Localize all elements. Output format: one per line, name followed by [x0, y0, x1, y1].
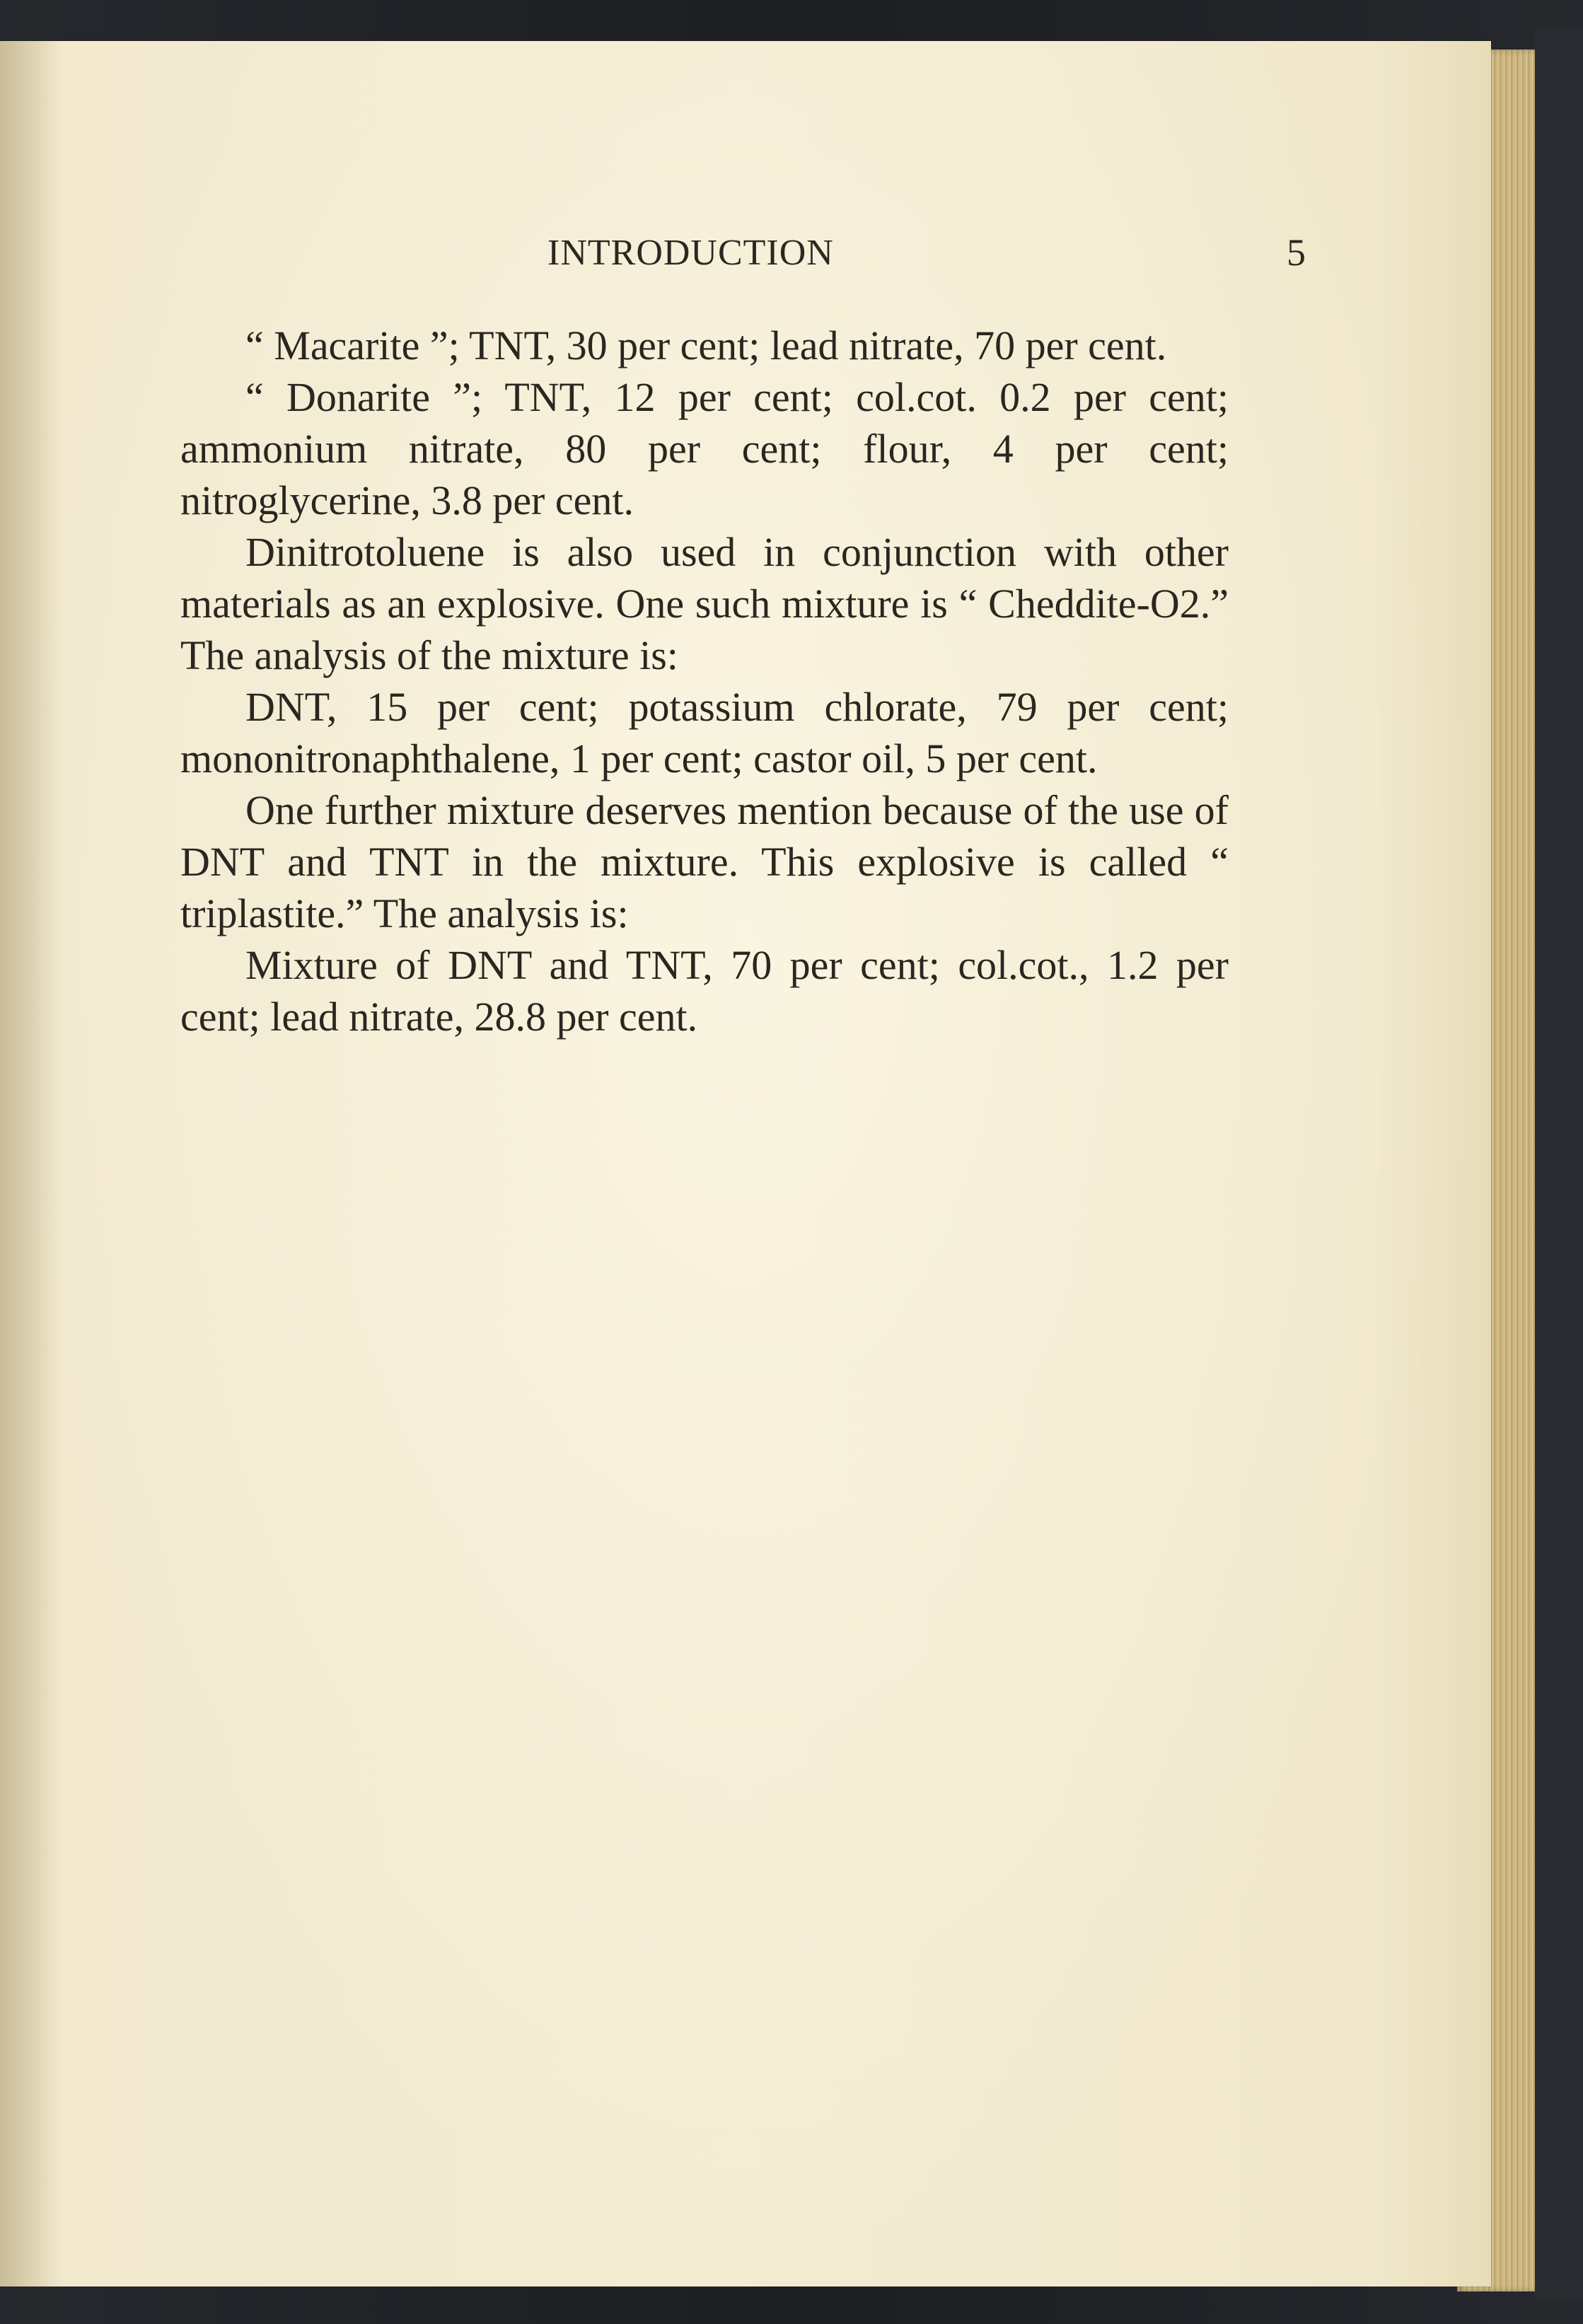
paragraph-dinitrotoluene: Dinitrotoluene is also used in conjunction with other materials as an explosive. One such mixture is “ Cheddite-O2.” The analysis of the mixture is: [180, 529, 1229, 678]
gutter-shadow [0, 41, 64, 2287]
running-header [547, 225, 1306, 281]
paragraph-macarite: “ Macarite ”; TNT, 30 per cent; lead nitrate, 70 per cent. [245, 323, 1167, 368]
page-number: 5 [1287, 231, 1306, 274]
paragraph-donarite: “ Donarite ”; TNT, 12 per cent; col.cot. 0.2 per cent; ammonium nitrate, 80 per cent; flour, 4 per cent; nitroglycerine, 3.8 per cent. [180, 374, 1229, 523]
body-text [180, 320, 1229, 1042]
running-title: INTRODUCTION [547, 233, 834, 273]
paragraph-triplastite-analysis: Mixture of DNT and TNT, 70 per cent; col.cot., 1.2 per cent; lead nitrate, 28.8 per cent. [180, 942, 1229, 1040]
paragraph-cheddite-analysis: DNT, 15 per cent; potassium chlorate, 79 per cent; mononitronaphthalene, 1 per cent; castor oil, 5 per cent. [180, 684, 1229, 782]
paragraph-further-mixture: One further mixture deserves mention because of the use of DNT and TNT in the mixture. This explosive is called “ triplastite.” The analysis is: [180, 787, 1229, 936]
book-cover-edge [1535, 28, 1583, 2299]
